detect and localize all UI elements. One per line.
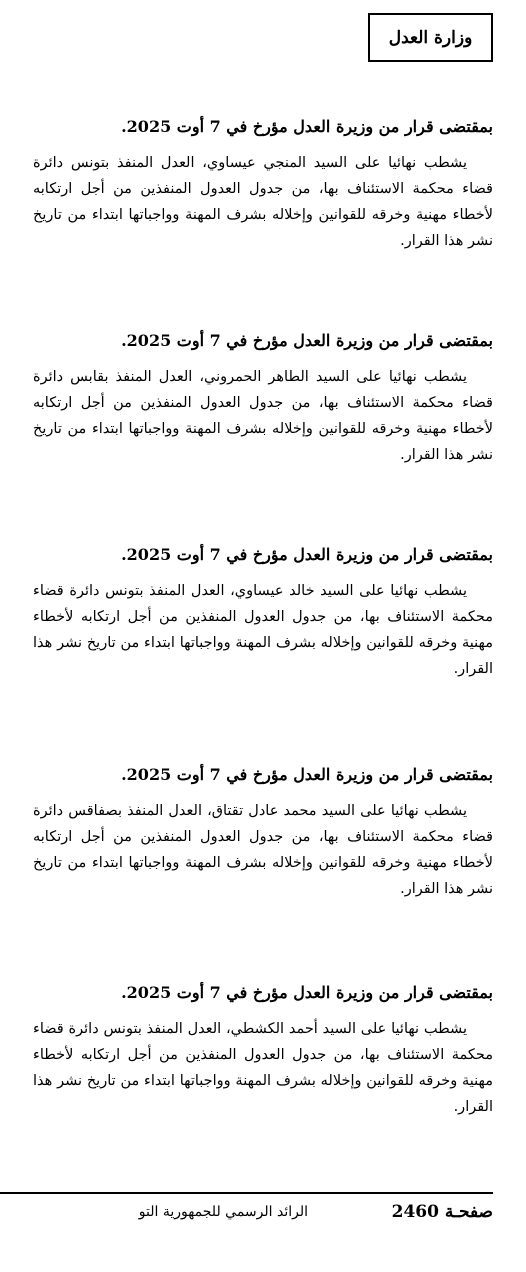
decree-3 [33,544,493,682]
decree-title: بمقتضى قرار من وزيرة العدل مؤرخ في 7 أوت 2025. [121,765,493,784]
decree-body: يشطب نهائيا على السيد المنجي عيساوي، العدل المنفذ بتونس دائرة قضاء محكمة الاستئناف بها، من جدول العدول المنفذين من أجل ارتكابه لأخطاء مهنية وخرقه للقوانين وإخلاله بشرف المهنة وواجباتها ابتداء من تاريخ نشر هذا القرار. [33,155,493,249]
decree-title: بمقتضى قرار من وزيرة العدل مؤرخ في 7 أوت 2025. [121,983,493,1002]
decree-title: بمقتضى قرار من وزيرة العدل مؤرخ في 7 أوت 2025. [121,117,493,136]
decree-2 [33,330,493,468]
decree-body: يشطب نهائيا على السيد أحمد الكشطي، العدل المنفذ بتونس دائرة قضاء محكمة الاستئناف بها، من جدول العدول المنفذين من أجل ارتكابه لأخطاء مهنية وخرقه للقوانين وإخلاله بشرف المهنة وواجباتها ابتداء من تاريخ نشر هذا القرار. [33,1021,493,1115]
journal-name: الرائد الرسمي للجمهورية التو [138,1204,308,1220]
footer-divider [0,1192,493,1194]
decree-5 [33,982,493,1120]
ministry-title: وزارة العدل [388,27,473,48]
page-footer [0,1202,493,1230]
decree-body: يشطب نهائيا على السيد محمد عادل تقتاق، العدل المنفذ بصفاقس دائرة قضاء محكمة الاستئناف بها، من جدول العدول المنفذين من أجل ارتكابه لأخطاء مهنية وخرقه للقوانين وإخلاله بشرف المهنة وواجباتها ابتداء من تاريخ نشر هذا القرار. [33,803,493,897]
decree-body: يشطب نهائيا على السيد خالد عيساوي، العدل المنفذ بتونس دائرة قضاء محكمة الاستئناف بها، من جدول العدول المنفذين من أجل ارتكابه لأخطاء مهنية وخرقه للقوانين وإخلاله بشرف المهنة وواجباتها ابتداء من تاريخ نشر هذا القرار. [33,583,493,677]
ministry-header-box [368,13,493,62]
decree-body: يشطب نهائيا على السيد الطاهر الحمروني، العدل المنفذ بقابس دائرة قضاء محكمة الاستئناف بها، من جدول العدول المنفذين من أجل ارتكابه لأخطاء مهنية وخرقه للقوانين وإخلاله بشرف المهنة وواجباتها ابتداء من تاريخ نشر هذا القرار. [33,369,493,463]
decree-title: بمقتضى قرار من وزيرة العدل مؤرخ في 7 أوت 2025. [121,331,493,350]
page-number: صفحـة 2460 [391,1202,493,1222]
decree-title: بمقتضى قرار من وزيرة العدل مؤرخ في 7 أوت 2025. [121,545,493,564]
decree-1 [33,116,493,254]
decree-4 [33,764,493,902]
